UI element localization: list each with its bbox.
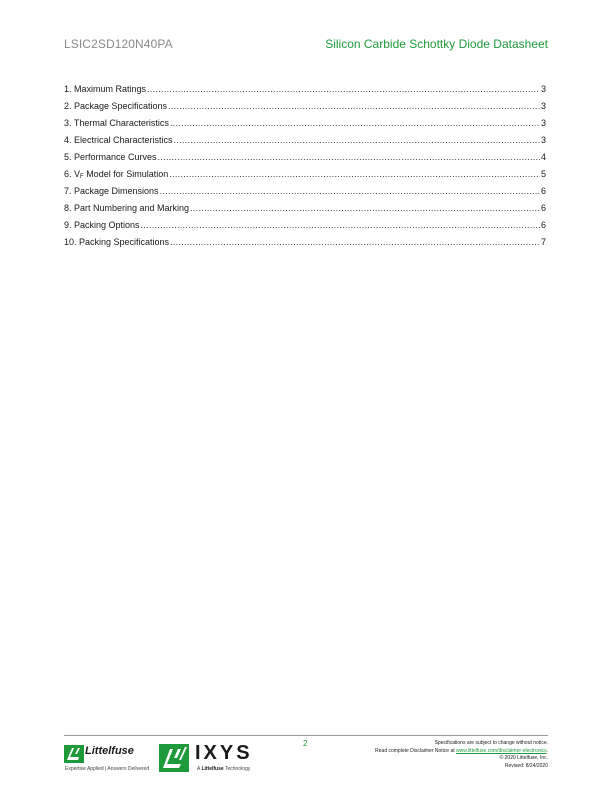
toc-entry-title: 6. $V_F$ Model for Simulation: [64, 169, 169, 180]
toc-entry[interactable]: [64, 169, 546, 186]
littelfuse-wordmark: Littelfuse: [85, 745, 134, 757]
document-title: Silicon Carbide Schottky Diode Datasheet: [325, 37, 548, 51]
toc-entry[interactable]: [64, 186, 546, 203]
toc-leader-dots: [147, 84, 540, 94]
ixys-logo: [159, 742, 269, 776]
toc-entry-title: 4. Electrical Characteristics: [64, 135, 173, 145]
toc-entry-title: 7. Package Dimensions: [64, 186, 159, 196]
ixys-mark-icon: [159, 744, 189, 772]
toc-entry-title: 3. Thermal Characteristics: [64, 118, 169, 128]
disclaimer-line: Read complete Disclaimer Notice at www.littelfuse.com/disclaimer-electronics.: [375, 747, 548, 754]
toc-leader-dots: [169, 169, 540, 179]
toc-entry-title: 5. Performance Curves: [64, 152, 157, 162]
toc-entry-page: 5: [540, 169, 546, 179]
toc-leader-dots: [190, 203, 540, 213]
toc-entry-page: 3: [540, 118, 546, 128]
notice-line: Specifications are subject to change without notice.: [434, 740, 548, 746]
footer-divider: [64, 735, 548, 736]
part-number: LSIC2SD120N40PA: [64, 37, 173, 51]
toc-entry-page: 6: [540, 203, 546, 213]
ixys-wordmark: IXYS: [195, 742, 253, 764]
toc-entry-title: 8. Part Numbering and Marking: [64, 203, 190, 213]
toc-entry[interactable]: [64, 152, 546, 169]
toc-entry[interactable]: [64, 118, 546, 135]
toc-entry-title: 2. Package Specifications: [64, 101, 168, 111]
toc-entry[interactable]: [64, 84, 546, 101]
toc-entry[interactable]: [64, 220, 546, 237]
littelfuse-tagline: Expertise Applied | Answers Delivered: [65, 766, 150, 772]
toc-leader-dots: [141, 220, 540, 230]
page-number: 2: [303, 739, 308, 748]
toc-leader-dots: [160, 186, 540, 196]
toc-entry-page: 3: [540, 84, 546, 94]
ixys-tagline: A Littelfuse Technology: [197, 766, 251, 772]
toc-leader-dots: [158, 152, 540, 162]
toc-entry[interactable]: [64, 135, 546, 152]
toc-entry[interactable]: [64, 203, 546, 220]
toc-entry-title: 9. Packing Options: [64, 220, 140, 230]
toc-entry-page: 3: [540, 135, 546, 145]
toc-entry-title: 10. Packing Specifications: [64, 237, 170, 247]
toc-entry-title: 1. Maximum Ratings: [64, 84, 147, 94]
toc-entry-page: 3: [540, 101, 546, 111]
toc-leader-dots: [174, 135, 540, 145]
toc-leader-dots: [170, 237, 540, 247]
footer-notice: [328, 740, 548, 770]
littelfuse-logo: [64, 745, 154, 775]
toc-entry-page: 7: [540, 237, 546, 247]
toc-leader-dots: [168, 101, 540, 111]
revised-date: Revised: 8/24/2020: [504, 762, 548, 769]
toc-leader-dots: [170, 118, 540, 128]
disclaimer-link[interactable]: www.littelfuse.com/disclaimer-electronics: [456, 747, 547, 754]
toc-entry-page: 6: [540, 220, 546, 230]
toc-entry[interactable]: [64, 101, 546, 118]
toc-entry[interactable]: [64, 237, 546, 254]
copyright: © 2020 Littelfuse, Inc.: [499, 755, 548, 761]
toc-entry-page: 4: [540, 152, 546, 162]
table-of-contents: [64, 84, 546, 254]
littelfuse-mark-icon: [64, 745, 84, 763]
toc-entry-page: 6: [540, 186, 546, 196]
